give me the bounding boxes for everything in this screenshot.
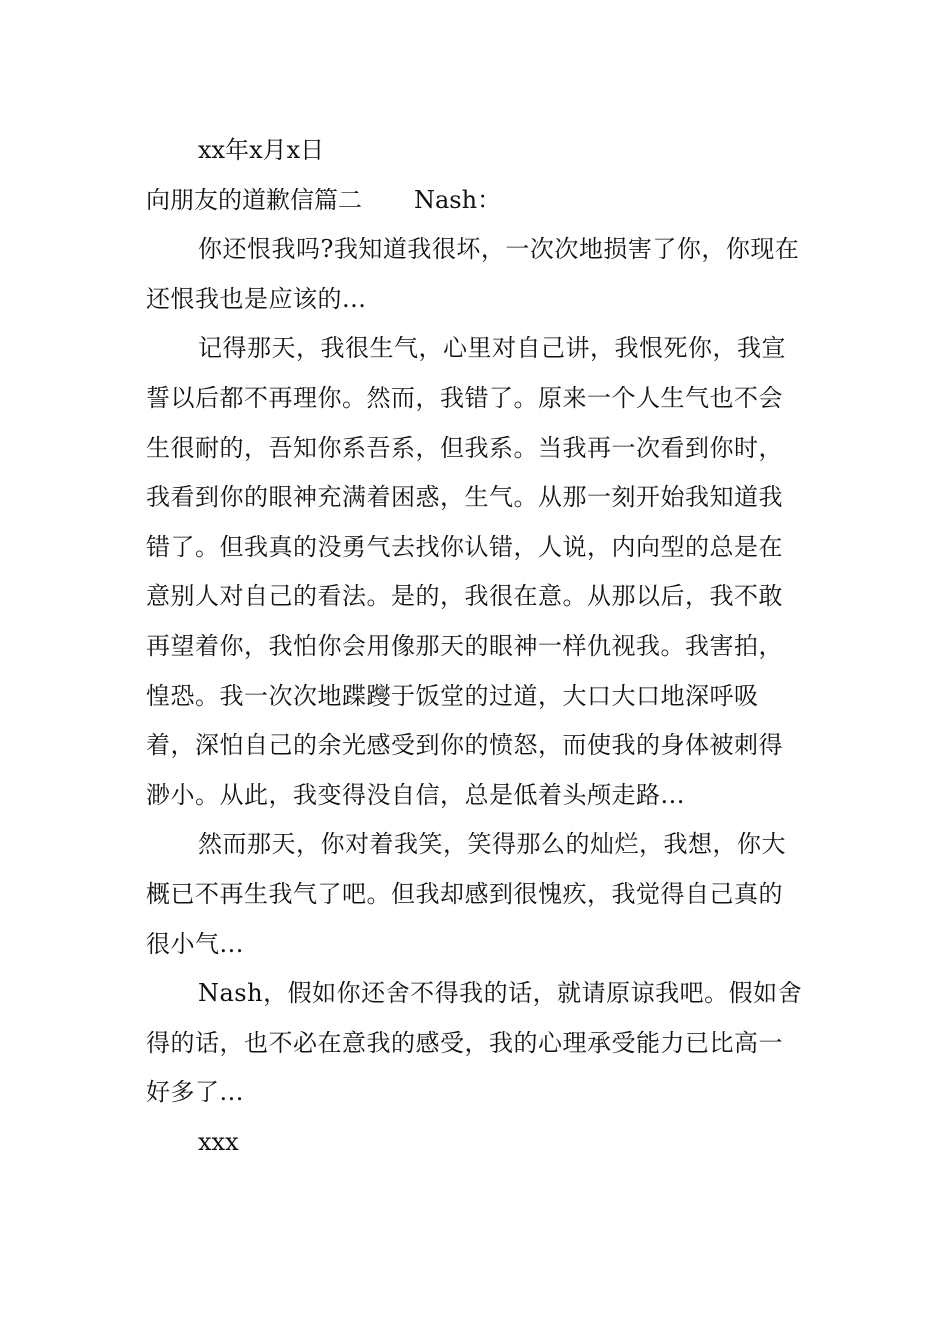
letter-title: 向朋友的道歉信篇二: [146, 185, 362, 214]
signature: xxx: [198, 1127, 239, 1156]
letter-heading: [146, 176, 806, 226]
paragraph-1: 你还恨我吗?我知道我很坏，一次次地损害了你，你现在还恨我也是应该的...: [146, 235, 800, 313]
letter-content: [146, 126, 806, 1167]
letter-greeting: Nash：: [414, 185, 502, 214]
paragraph-4: Nash，假如你还舍不得我的话，就请原谅我吧。假如舍得的话，也不必在意我的感受，我的心理承受能力已比高一好多了...: [146, 979, 803, 1107]
paragraph-3: 然而那天，你对着我笑，笑得那么的灿烂，我想，你大概已不再生我气了吧。但我却感到很愧疚，我觉得自己真的很小气...: [146, 830, 786, 958]
date-line: xx年x月x日: [198, 136, 325, 164]
paragraph-2: 记得那天，我很生气，心里对自己讲，我恨死你，我宣誓以后都不再理你。然而，我错了。原来一个人生气也不会生很耐的，吾知你系吾系，但我系。当我再一次看到你时，我看到你的眼神充满着困惑，生气。从那一刻开始我知道我错了。但我真的没勇气去找你认错，人说，内向型的总是在意别人对自己的看法。是的，我很在意。从那以后，我不敢再望着你，我怕你会用像那天的眼神一样仇视我。我害拍，惶恐。我一次次地蹀躞于饭堂的过道，大口大口地深呼吸着，深怕自己的余光感受到你的愤怒，而使我的身体被刺得渺小。从此，我变得没自信，总是低着头颅走路...: [146, 334, 786, 809]
